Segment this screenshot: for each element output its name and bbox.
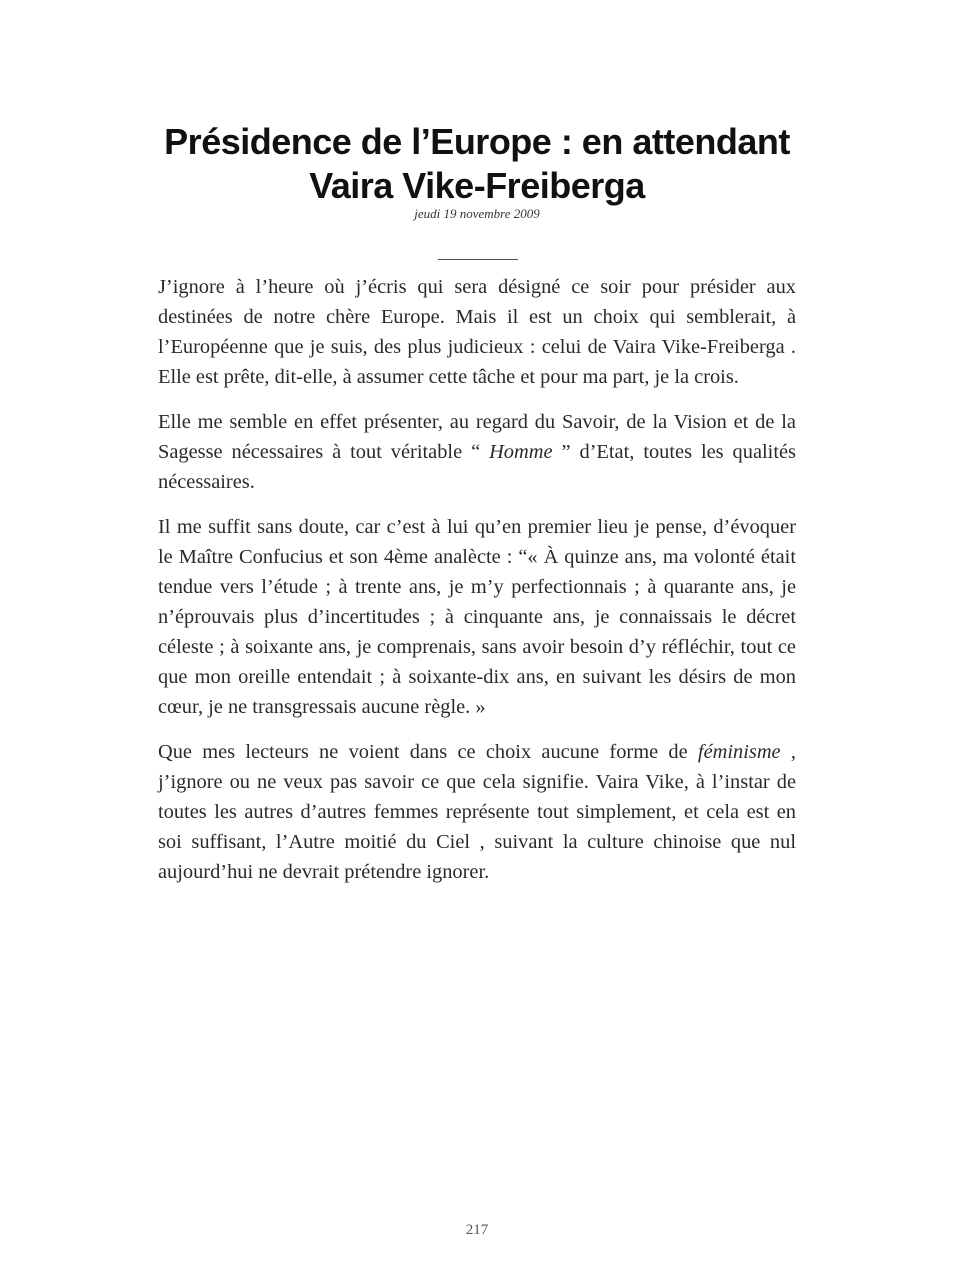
paragraph-2	[158, 407, 796, 497]
article-title-line-2: Vaira Vike-Freiberga	[309, 165, 645, 206]
paragraph-4-text-before: Que mes lecteurs ne voient dans ce choix aucune forme de	[158, 741, 698, 763]
paragraph-4-emphasis: féminisme	[697, 741, 781, 763]
paragraph-2-text-before: Elle me semble en effet présenter, au regard du Savoir, de la Vision et de la Sagesse nécessaires à tout véritable “	[158, 411, 796, 463]
article-title	[120, 120, 834, 208]
paragraph-1: J’ignore à l’heure où j’écris qui sera désigné ce soir pour présider aux destinées de notre chère Europe. Mais il est un choix qui semblerait, à l’Européenne que je suis, des plus judicieux : celui de Vaira Vike-Freiberga . Elle est prête, dit-elle, à assumer cette tâche et pour ma part, je la crois.	[158, 276, 796, 388]
paragraph-4-text-after: , j’ignore ou ne veux pas savoir ce que cela signifie. Vaira Vike, à l’instar de toutes les autres d’autres femmes représente tout simplement, et cela est en soi suffisant, l’Autre moitié du Ciel , suivant la culture chinoise que nul aujourd’hui ne devrait prétendre ignorer.	[158, 741, 796, 883]
paragraph-2-text-after: ” d’Etat, toutes les qualités nécessaires.	[158, 441, 796, 493]
paragraph-3: Il me suffit sans doute, car c’est à lui qu’en premier lieu je pense, d’évoquer le Maître Confucius et son 4ème analècte : “« À quinze ans, ma volonté était tendue vers l’étude ; à trente ans, je m’y perfectionnais ; à quarante ans, je n’éprouvais plus d’incertitudes ; à cinquante ans, je connaissais le décret céleste ; à soixante ans, je comprenais, sans avoir besoin d’y réfléchir, tout ce que mon oreille entendait ; à soixante-dix ans, en suivant les désirs de mon cœur, je ne transgressais aucune règle. »	[158, 516, 796, 718]
paragraph-2-emphasis: Homme	[489, 441, 553, 463]
title-separator: __________	[438, 245, 518, 262]
article-date: jeudi 19 novembre 2009	[414, 206, 540, 221]
page-number: 217	[465, 1222, 489, 1238]
article-title-line-1: Présidence de l’Europe : en attendant	[164, 121, 790, 162]
paragraph-4	[158, 737, 796, 887]
article-body	[158, 272, 796, 902]
